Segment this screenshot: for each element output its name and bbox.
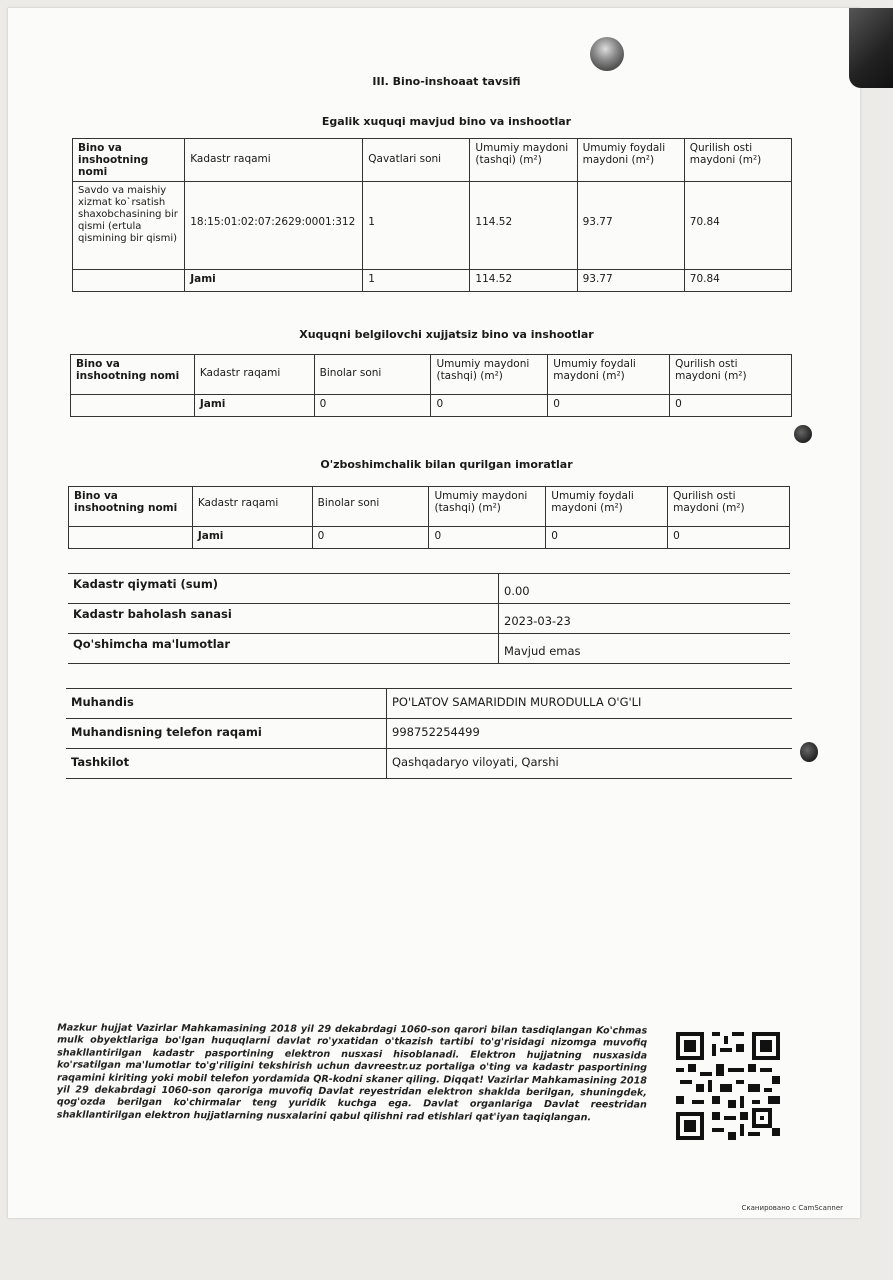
scanner-watermark: Сканировано с CamScanner	[741, 1204, 843, 1212]
total-label-cell: Jami	[185, 270, 363, 292]
header-cell: Binolar soni	[312, 487, 429, 527]
emblem-logo	[590, 37, 624, 71]
footprint-area-cell: 70.84	[684, 182, 791, 270]
total-cell: 0	[431, 395, 548, 417]
legal-notice: Mazkur hujjat Vazirlar Mahkamasining 2018 yil 29 dekabrdagi 1060-son qarori bilan tasdiqlangan Ko'chmas mulk obyektlariga bo'lgan huquqlarni davlat ro'yxatidan o'tkazish tartibi to'g'risidagi nizomga muvofiq shakllantirilgan kadastr pasportining elektron nusxasi hisoblanadi. Elektron hujjatning nusxasida ko'rsatilgan ma'lumotlar to'g'riligini tekshirish uchun davreestr.uz portaliga o'ting va kadastr pasportining raqamini kiriting yoki mobil telefon yordamida QR-kodni skaner qiling. Diqqat! Vazirlar Mahkamasining 2018 yil 29 dekabrdagi 1060-son qaroriga muvofiq Davlat reyestridan elektron shaklda berilgan, shuningdek, qog'ozda berilgan ko'chirmalar teng yuridik kuchga ega. Davlat organlariga Davlat reestridan shakllantirilgan elektron hujjatlarning nusxalarini qabul qilishni rad etishlari qat'iyan taqiqlangan.	[56, 1022, 648, 1124]
cadastre-value-table	[68, 573, 790, 664]
engineer-name: PO'LATOV SAMARIDDIN MURODULLA O'G'LI	[387, 689, 793, 719]
header-cell: Umumiy foydali maydoni (m²)	[548, 355, 670, 395]
total-cell: 0	[548, 395, 670, 417]
cadastre-value-label: Kadastr qiymati (sum)	[68, 574, 499, 604]
total-cell: 93.77	[577, 270, 684, 292]
undocumented-table	[70, 354, 792, 417]
header-cell: Bino va inshootning nomi	[73, 139, 185, 182]
punch-hole-icon	[800, 742, 818, 762]
organization-label: Tashkilot	[66, 749, 387, 779]
engineer-table	[66, 688, 792, 779]
valuation-date-label: Kadastr baholash sanasi	[68, 604, 499, 634]
header-cell: Binolar soni	[314, 355, 431, 395]
total-cell: 0	[312, 527, 429, 549]
total-area-cell: 114.52	[470, 182, 577, 270]
header-cell: Bino va inshootning nomi	[71, 355, 195, 395]
ownership-table	[72, 138, 792, 292]
qr-code[interactable]	[676, 1032, 780, 1140]
engineer-label: Muhandis	[66, 689, 387, 719]
header-cell: Bino va inshootning nomi	[69, 487, 193, 527]
total-cell: 0	[546, 527, 668, 549]
total-cell: 70.84	[684, 270, 791, 292]
table1-title: Egalik xuquqi mavjud bino va inshootlar	[321, 115, 572, 128]
header-cell: Qurilish osti maydoni (m²)	[684, 139, 791, 182]
header-cell: Qavatlari soni	[363, 139, 470, 182]
header-cell: Umumiy foydali maydoni (m²)	[546, 487, 668, 527]
floors-cell: 1	[363, 182, 470, 270]
building-name-cell: Savdo va maishiy xizmat ko`rsatish shaxobchasining bir qismi (ertula qismining bir qismi)	[73, 182, 185, 270]
additional-info-value: Mavjud emas	[499, 634, 791, 664]
additional-info-label: Qo'shimcha ma'lumotlar	[68, 634, 499, 664]
total-label-cell: Jami	[192, 527, 312, 549]
total-cell: 0	[314, 395, 431, 417]
header-cell: Kadastr raqami	[192, 487, 312, 527]
cadastre-value: 0.00	[499, 574, 791, 604]
organization-value: Qashqadaryo viloyati, Qarshi	[387, 749, 793, 779]
header-cell: Umumiy foydali maydoni (m²)	[577, 139, 684, 182]
header-cell: Umumiy maydoni (tashqi) (m²)	[431, 355, 548, 395]
header-cell: Kadastr raqami	[194, 355, 314, 395]
total-cell: 0	[429, 527, 546, 549]
header-cell: Qurilish osti maydoni (m²)	[670, 355, 792, 395]
header-cell: Umumiy maydoni (tashqi) (m²)	[429, 487, 546, 527]
unauthorized-table	[68, 486, 790, 549]
total-cell: 0	[668, 527, 790, 549]
header-cell: Umumiy maydoni (tashqi) (m²)	[470, 139, 577, 182]
punch-hole-icon	[794, 425, 812, 443]
table2-title: Xuquqni belgilovchi xujjatsiz bino va inshootlar	[299, 328, 594, 341]
section-title: III. Bino-inshoaat tavsifi	[372, 75, 521, 88]
table3-title: O'zboshimchalik bilan qurilgan imoratlar	[320, 458, 573, 471]
total-label-cell: Jami	[194, 395, 314, 417]
engineer-phone: 998752254499	[387, 719, 793, 749]
cadastre-number-cell: 18:15:01:02:07:2629:0001:312	[185, 182, 363, 270]
engineer-phone-label: Muhandisning telefon raqami	[66, 719, 387, 749]
total-cell: 0	[670, 395, 792, 417]
valuation-date-value: 2023-03-23	[499, 604, 791, 634]
total-cell: 1	[363, 270, 470, 292]
total-cell: 114.52	[470, 270, 577, 292]
header-cell: Qurilish osti maydoni (m²)	[668, 487, 790, 527]
header-cell: Kadastr raqami	[185, 139, 363, 182]
useful-area-cell: 93.77	[577, 182, 684, 270]
